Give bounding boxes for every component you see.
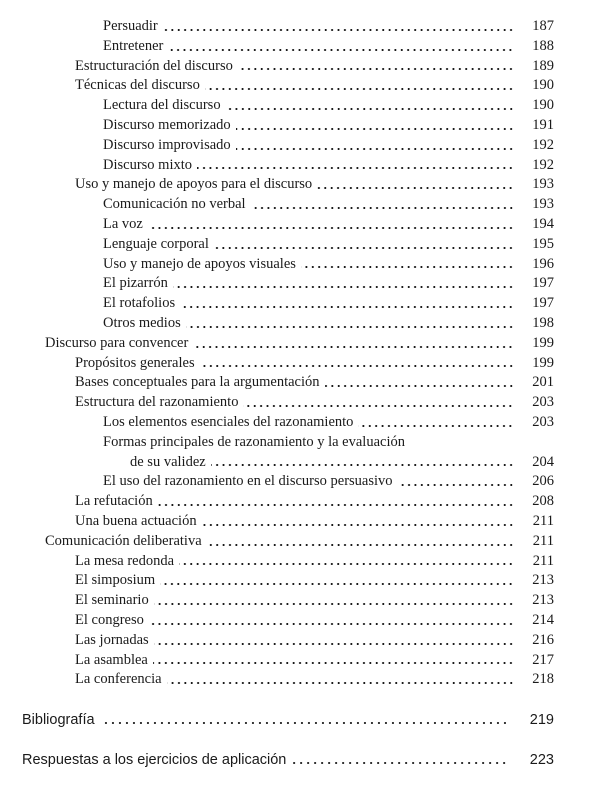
entry-title: La voz	[103, 215, 143, 232]
entry-page: 216	[532, 631, 554, 648]
entry-page: 197	[532, 295, 554, 312]
toc-entry[interactable]	[0, 235, 600, 255]
toc-entry[interactable]	[0, 552, 600, 572]
toc-entry[interactable]	[0, 532, 600, 552]
entry-title: El congreso	[75, 611, 144, 628]
entry-title: Bibliografía	[22, 712, 95, 728]
entry-title: La mesa redonda	[75, 552, 175, 569]
entry-title: La asamblea	[75, 651, 148, 668]
toc-entry[interactable]	[0, 492, 600, 512]
dot-leader	[173, 274, 514, 294]
toc-entry[interactable]	[0, 393, 600, 413]
entry-title: Respuestas a los ejercicios de aplicación	[22, 752, 287, 768]
entry-page: 198	[532, 314, 554, 331]
toc-entry[interactable]	[0, 136, 600, 156]
dot-leader	[163, 17, 514, 37]
dot-leader	[197, 156, 514, 176]
entry-title: Lectura del discurso	[103, 97, 221, 114]
entry-title: El rotafolios	[103, 295, 176, 312]
dot-leader	[202, 512, 514, 532]
entry-title: Persuadir	[103, 18, 158, 34]
entry-page: 192	[532, 156, 554, 173]
entry-title: Uso y manejo de apoyos para el discurso	[75, 176, 313, 193]
dot-leader	[167, 670, 514, 690]
dot-leader	[251, 195, 514, 215]
entry-page: 203	[532, 394, 554, 411]
entry-page: 193	[532, 176, 554, 193]
entry-title: Discurso mixto	[103, 156, 193, 173]
dot-leader	[238, 57, 514, 77]
entry-page: 189	[532, 57, 554, 74]
toc-entry[interactable]	[0, 96, 600, 116]
toc-entry[interactable]	[0, 591, 600, 611]
entry-page: 211	[532, 552, 554, 569]
toc-entry[interactable]	[0, 631, 600, 651]
toc-entry[interactable]	[0, 156, 600, 176]
dot-leader	[186, 314, 514, 334]
entry-title: Entretener	[103, 37, 164, 54]
entry-page: 203	[532, 413, 554, 430]
dot-leader	[291, 749, 508, 771]
entry-title: Una buena actuación	[75, 512, 197, 529]
toc-entry[interactable]	[0, 472, 600, 492]
dot-leader	[398, 472, 514, 492]
toc-entry-bibliografia[interactable]	[0, 709, 600, 731]
dot-leader	[160, 571, 514, 591]
entry-page: 211	[532, 532, 554, 549]
toc-entry[interactable]	[0, 413, 600, 433]
entry-page: 218	[532, 671, 554, 688]
entry-title: Discurso para convencer	[45, 334, 189, 351]
dot-leader	[236, 136, 514, 156]
dot-leader	[200, 354, 514, 374]
entry-page: 191	[532, 116, 554, 133]
entry-page: 195	[532, 235, 554, 252]
dot-leader	[180, 294, 514, 314]
entry-title: Comunicación no verbal	[103, 196, 246, 213]
toc-entry[interactable]	[0, 37, 600, 57]
dot-leader	[154, 591, 514, 611]
dot-leader	[205, 76, 514, 96]
toc-entry[interactable]	[0, 294, 600, 314]
entry-page: 201	[532, 374, 554, 391]
entry-page: 219	[529, 712, 554, 728]
toc-entry[interactable]	[0, 76, 600, 96]
entry-page: 197	[532, 275, 554, 292]
entry-title: El seminario	[75, 592, 149, 609]
toc-entry[interactable]	[0, 255, 600, 275]
entry-title: Propósitos generales	[75, 354, 195, 371]
entry-page: 208	[532, 493, 554, 510]
dot-leader	[179, 552, 514, 572]
entry-title: Bases conceptuales para la argumentación	[75, 374, 320, 391]
dot-leader	[148, 215, 514, 235]
entry-title: Otros medios	[103, 314, 181, 331]
entry-page: 199	[532, 334, 554, 351]
entry-page: 190	[532, 97, 554, 114]
toc-entry[interactable]	[0, 354, 600, 374]
toc-entry[interactable]	[0, 651, 600, 671]
entry-page: 190	[532, 77, 554, 94]
entry-title: Las jornadas	[75, 631, 149, 648]
toc-entry[interactable]	[0, 571, 600, 591]
entry-page: 194	[532, 215, 554, 232]
toc-entry[interactable]	[0, 57, 600, 77]
dot-leader	[236, 116, 514, 136]
dot-leader	[325, 373, 514, 393]
entry-title: Formas principales de razonamiento y la evaluación	[103, 433, 405, 450]
toc-entry[interactable]	[0, 453, 600, 473]
entry-title: Uso y manejo de apoyos visuales	[103, 255, 296, 272]
toc-entry[interactable]	[0, 274, 600, 294]
toc-entry[interactable]	[0, 373, 600, 393]
entry-page: 217	[532, 651, 554, 668]
entry-title: de su validez	[130, 453, 206, 470]
dot-leader	[317, 175, 514, 195]
toc-entry[interactable]	[0, 433, 600, 453]
dot-leader	[211, 453, 514, 473]
dot-leader	[358, 413, 514, 433]
entry-title: Estructuración del discurso	[75, 57, 233, 74]
toc-entry[interactable]	[0, 314, 600, 334]
entry-page: 193	[532, 196, 554, 213]
entry-title: Los elementos esenciales del razonamiento	[103, 413, 354, 430]
toc-entry[interactable]	[0, 195, 600, 215]
entry-title: Técnicas del discurso	[75, 77, 200, 94]
entry-page: 192	[532, 136, 554, 153]
entry-page: 196	[532, 255, 554, 272]
dot-leader	[149, 611, 514, 631]
entry-title: El pizarrón	[103, 275, 168, 292]
toc-entry-respuestas[interactable]	[0, 749, 600, 771]
entry-title: Comunicación deliberativa	[45, 532, 202, 549]
toc-entry[interactable]	[0, 611, 600, 631]
entry-title: La conferencia	[75, 671, 162, 688]
entry-title: La refutación	[75, 493, 153, 510]
toc-entry[interactable]	[0, 215, 600, 235]
toc-entry[interactable]	[0, 670, 600, 690]
entry-title: Discurso improvisado	[103, 136, 231, 153]
dot-leader	[158, 492, 514, 512]
entry-title: Lenguaje corporal	[103, 235, 209, 252]
entry-page: 204	[532, 453, 554, 470]
toc-entry[interactable]	[0, 17, 600, 37]
entry-title: El simposium	[75, 572, 156, 589]
entry-page: 214	[532, 611, 554, 628]
entry-page: 211	[532, 512, 554, 529]
entry-page: 213	[532, 572, 554, 589]
toc-entry[interactable]	[0, 116, 600, 136]
entry-page: 187	[532, 18, 554, 34]
dot-leader	[301, 255, 514, 275]
entry-title: Discurso memorizado	[103, 116, 231, 133]
dot-leader	[243, 393, 514, 413]
dot-leader	[100, 709, 508, 731]
toc-entry[interactable]	[0, 175, 600, 195]
entry-title: Estructura del razonamiento	[75, 394, 239, 411]
dot-leader	[207, 532, 514, 552]
toc-entry[interactable]	[0, 334, 600, 354]
dot-leader	[154, 631, 514, 651]
dot-leader	[226, 96, 514, 116]
dot-leader	[214, 235, 514, 255]
dot-leader	[153, 651, 514, 671]
entry-page: 199	[532, 354, 554, 371]
toc-entry[interactable]	[0, 512, 600, 532]
entry-page: 213	[532, 592, 554, 609]
entry-title: El uso del razonamiento en el discurso persuasivo	[103, 473, 393, 490]
dot-leader	[193, 334, 514, 354]
entry-page: 206	[532, 473, 554, 490]
dot-leader	[168, 37, 514, 57]
entry-page: 188	[532, 37, 554, 54]
table-of-contents	[0, 17, 600, 690]
entry-page: 223	[529, 752, 554, 768]
